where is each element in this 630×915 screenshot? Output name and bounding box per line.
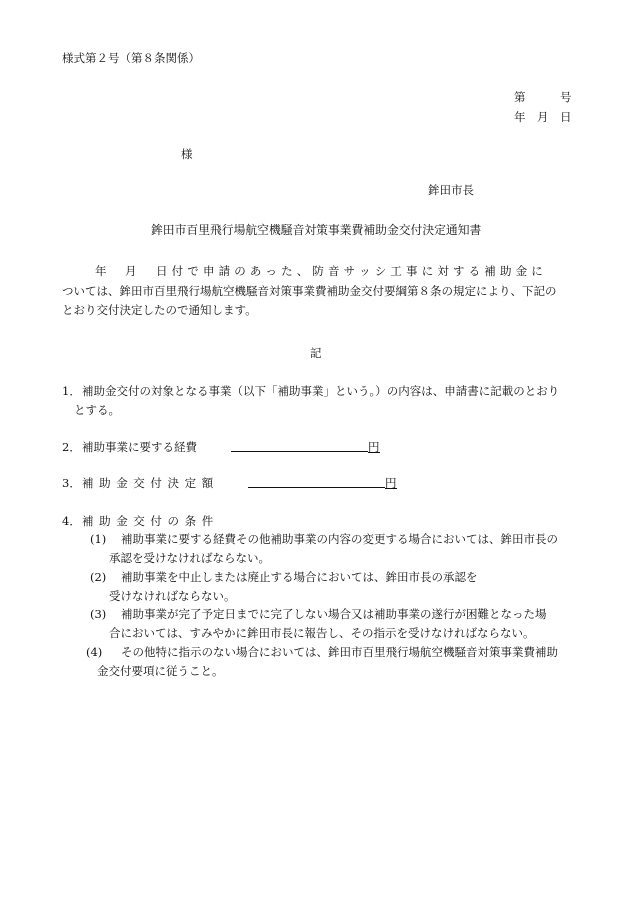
issuer-name: 鉾田市長 bbox=[428, 183, 474, 197]
condition-3-line1: 補助事業が完了予定日までに完了しない場合又は補助事業の遂行が困難となった場 bbox=[121, 607, 547, 621]
body-line2: ついては、鉾田市百里飛行場航空機騒音対策事業費補助金交付要綱第８条の規定により、下記の bbox=[62, 284, 557, 298]
document-title: 鉾田市百里飛行場航空機騒音対策事業費補助金交付決定通知書 bbox=[151, 223, 482, 237]
body-month: 月 bbox=[125, 264, 137, 278]
item-1-line1: 補助金交付の対象となる事業（以下「補助事業」という。）の内容は、申請書に記載のとおり bbox=[82, 384, 560, 398]
ref-go: 号 bbox=[560, 90, 572, 104]
condition-4-line2: 金交付要項に従うこと。 bbox=[97, 664, 224, 678]
item-3-amount-field bbox=[248, 475, 385, 488]
condition-2-line1: 補助事業を中止しまたは廃止する場合においては、鉾田市長の承認を bbox=[121, 570, 478, 584]
item-3-unit: 円 bbox=[385, 476, 397, 490]
condition-2-line2: 受けなければならない。 bbox=[109, 589, 236, 603]
item-1-number: 1． bbox=[62, 384, 81, 398]
form-number: 様式第２号（第８条関係） bbox=[62, 51, 200, 65]
date-day: 日 bbox=[560, 110, 572, 124]
body-line3: とおり交付決定したので通知します。 bbox=[62, 303, 257, 317]
item-2-label: 補助事業に要する経費 bbox=[82, 440, 197, 454]
condition-1-number: (1) bbox=[90, 532, 107, 546]
addressee-suffix: 様 bbox=[181, 147, 193, 161]
ki-heading: 記 bbox=[310, 346, 322, 360]
ref-dai: 第 bbox=[514, 90, 526, 104]
date-month: 月 bbox=[537, 110, 549, 124]
condition-4-number: (4) bbox=[86, 645, 103, 659]
date-year: 年 bbox=[514, 110, 526, 124]
condition-3-line2: 合においては、すみやかに鉾田市長に報告し、その指示を受けなければならない。 bbox=[109, 626, 535, 640]
condition-2-number: (2) bbox=[90, 570, 107, 584]
condition-1-line1: 補助事業に要する経費その他補助事業の内容の変更する場合においては、鉾田市長の bbox=[121, 532, 558, 546]
item-3-number: 3． bbox=[62, 476, 81, 490]
item-1-line2: とする。 bbox=[74, 403, 120, 417]
body-line1: 日付で申請のあった、防音サッシ工事に対する補助金に bbox=[156, 264, 547, 278]
item-4-number: 4． bbox=[62, 514, 81, 528]
item-2-unit: 円 bbox=[368, 440, 380, 454]
item-2-number: 2． bbox=[62, 440, 81, 454]
item-4-label: 補助金交付の条件 bbox=[82, 514, 219, 528]
item-3-label: 補助金交付決定額 bbox=[82, 476, 219, 490]
condition-4-line1: その他特に指示のない場合においては、鉾田市百里飛行場航空機騒音対策事業費補助 bbox=[121, 645, 558, 659]
body-year: 年 bbox=[95, 264, 107, 278]
condition-3-number: (3) bbox=[90, 607, 107, 621]
item-2-amount-field bbox=[231, 439, 368, 452]
condition-1-line2: 承認を受けなければならない。 bbox=[109, 551, 270, 565]
